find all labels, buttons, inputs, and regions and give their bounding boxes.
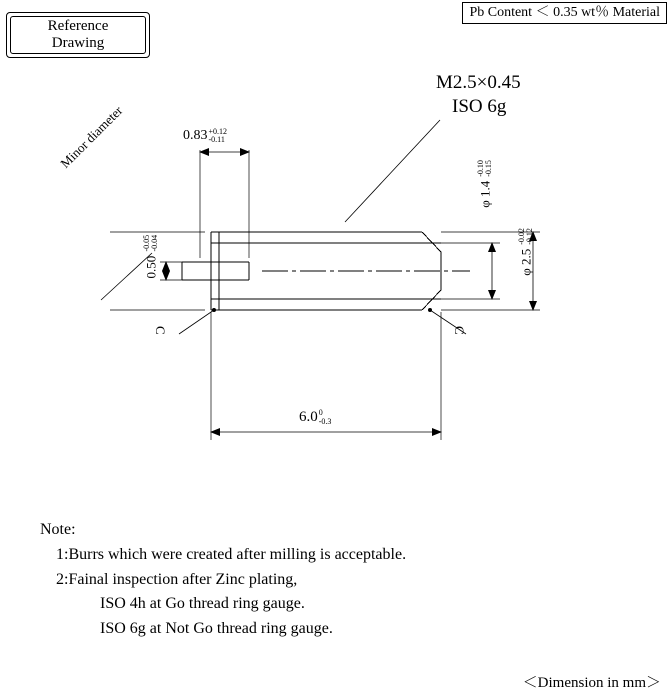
dim-length-value: 6.0 [299, 409, 318, 425]
minor-diameter-text: Minor diameter [57, 102, 126, 171]
dim-major-dia-upper: -0.02 [516, 228, 526, 245]
dim-major-dia-lower: -0.12 [525, 228, 535, 245]
dim-minor-dia-tolerance [477, 160, 494, 177]
dim-slot-width [183, 128, 227, 145]
dim-slot-width-upper: +0.12 [208, 127, 228, 136]
thread-spec-line2: ISO 6g [452, 96, 507, 117]
notes-block [40, 518, 406, 642]
note-item-2: 2:Fainal inspection after Zinc plating, [56, 570, 298, 588]
note-item-1: 1:Burrs which were created after milling is acceptable. [56, 545, 407, 563]
notes-title: Note: [40, 521, 76, 538]
note-subitem-1: ISO 4h at Go thread ring gauge. [100, 595, 305, 613]
dim-minor-dia-upper: -0.10 [475, 160, 485, 177]
chamfer-right-label: C [452, 326, 467, 335]
chamfer-left-label: C [153, 326, 168, 335]
dim-slot-width-lower: -0.11 [208, 135, 225, 145]
dim-slot-width-tolerance [209, 128, 228, 145]
dim-major-dia [513, 228, 537, 338]
thread-spec-line1: M2.5×0.45 [436, 72, 521, 93]
dim-slot-depth-upper: -0.05 [141, 235, 151, 252]
pb-content-text: Pb Content ＜ 0.35 wt％ Material [469, 5, 660, 20]
dim-major-dia-value: φ 2.5 [518, 248, 534, 276]
dim-length [299, 409, 331, 426]
dim-length-lower: -0.3 [318, 416, 332, 426]
dim-slot-depth-lower: -0.04 [150, 235, 160, 252]
dim-major-dia-tolerance [518, 228, 535, 245]
reference-drawing-line1: Reference [47, 17, 109, 34]
dim-slot-depth [140, 235, 160, 325]
dim-minor-dia [472, 160, 496, 270]
minor-diameter-label [57, 102, 139, 177]
reference-drawing-line2: Drawing [51, 35, 105, 51]
dim-slot-width-value: 0.83 [183, 128, 208, 144]
dim-slot-depth-value: 0.50 [143, 255, 159, 279]
dim-minor-dia-lower: -0.15 [484, 160, 494, 177]
dim-length-tolerance [319, 409, 332, 426]
dim-length-upper: 0 [318, 408, 323, 418]
dim-minor-dia-value: φ 1.4 [477, 180, 493, 208]
dimension-unit-note: ＜Dimension in mm＞ [522, 675, 661, 691]
dim-slot-depth-tolerance [143, 235, 160, 252]
note-subitem-2: ISO 6g at Not Go thread ring gauge. [100, 620, 333, 638]
